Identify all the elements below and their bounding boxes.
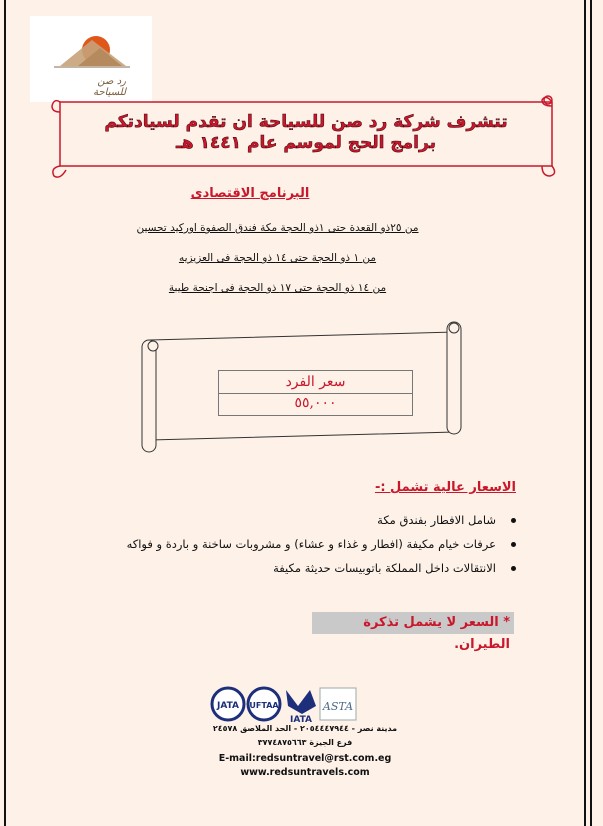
jata-badge-icon [212,688,244,720]
iata-badge-icon [286,690,316,724]
footer-email[interactable]: E-mail:redsuntravel@rst.com.eg [218,753,392,764]
airfare-note: * السعر لا يشمل تذكرة الطيران. [312,612,514,634]
badge-label: UFTAA [249,701,279,710]
list-item-text: الانتقالات داخل المملكة باتوبيسات حديثة مكيفة [273,561,496,575]
price-table [218,370,413,416]
footer-website[interactable]: www.redsuntravels.com [240,767,370,778]
list-item [80,510,520,530]
bullet-icon [511,542,516,547]
asta-badge-icon [320,688,356,720]
badge-label: ASTA [322,700,354,713]
footer-phone: فرع الجيزة ٣٧٧٤٨٧٥٦٦٣ [257,738,353,747]
list-item [80,534,520,554]
badge-label: IATA [289,715,313,724]
footer-address: مدينة نصر - ٢٠٥٤٤٤٧٩٤٤ - الحد الملاصق ٢٤٥٧٨ [212,724,398,733]
banner-line-2: برامج الحج لموسم عام ١٤٤١ هـ [176,133,436,153]
price-value: ٥٥,٠٠٠ [294,395,337,411]
badge-label: JATA [216,701,240,711]
includes-list [80,510,520,582]
list-item [80,558,520,578]
bullet-icon [511,566,516,571]
accreditation-badges [210,684,360,724]
program-line-3: من ١٤ ذو الحجة حتى ١٧ ذو الحجة فى اجنحة طيبة [168,282,387,294]
banner-line-1: تتشرف شركة رد صن للسياحة ان تقدم لسيادتكم [104,112,508,132]
logo-text: رد صن للسياحة [93,76,126,98]
list-item-text: شامل الافطار بفندق مكة [377,513,496,527]
price-label: سعر الفرد [219,371,412,394]
program-line-2: من ١ ذو الحجة حتى ١٤ ذو الحجة فى العزيزيه [178,252,377,264]
list-item-text: عرفات خيام مكيفة (افطار و غذاء و عشاء) و مشروبات ساخنة و باردة و فواكه [126,537,496,551]
includes-title: الاسعار عالية تشمل :- [374,480,516,495]
program-line-1: من ٢٥ذو القعدة حتى ١ذو الحجة مكة فندق الصفوة اوركيد تحسين [136,222,419,234]
uftaa-badge-icon [248,688,280,720]
program-title: البرنامج الاقتصادى [190,186,310,201]
bullet-icon [511,518,516,523]
